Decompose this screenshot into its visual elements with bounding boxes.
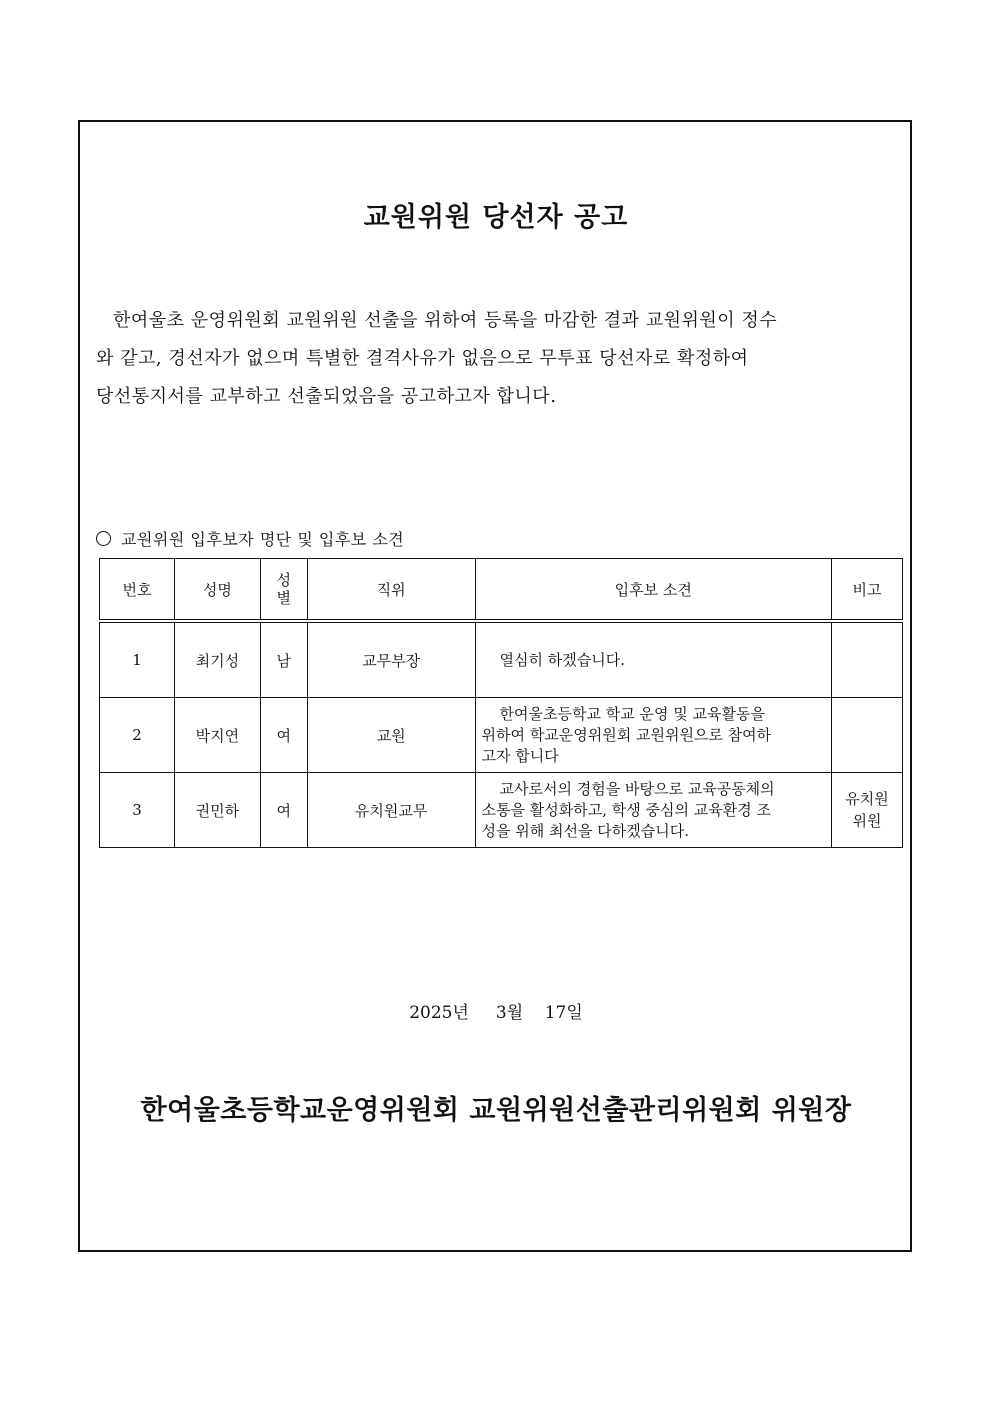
cell-gender: 여: [260, 698, 307, 773]
note-line: 유치원: [845, 790, 889, 808]
header-name: 성명: [174, 559, 260, 622]
cell-number: 3: [100, 773, 175, 848]
header-note: 비고: [832, 559, 903, 622]
cell-note: [832, 773, 903, 848]
section-title: 교원위원 입후보자 명단 및 입후보 소견: [121, 530, 405, 549]
header-opinion: 입후보 소견: [475, 559, 832, 622]
announcement-paragraph: [96, 302, 902, 416]
header-position: 직위: [307, 559, 475, 622]
paragraph-line: 당선통지서를 교부하고 선출되었음을 공고하고자 합니다.: [96, 386, 557, 407]
header-number: 번호: [100, 559, 175, 622]
cell-gender: 여: [260, 773, 307, 848]
circle-bullet-icon: [96, 531, 111, 546]
cell-opinion: [475, 773, 832, 848]
announcement-date: 2025년 3월 17일: [409, 1003, 583, 1023]
cell-note: [832, 698, 903, 773]
cell-opinion: [475, 698, 832, 773]
cell-note: [832, 621, 903, 698]
paragraph-line: 와 같고, 경선자가 없으며 특별한 결격사유가 없음으로 무투표 당선자로 확정하여: [96, 348, 749, 369]
opinion-line: 교사로서의 경험을 바탕으로 교육공동체의: [499, 779, 775, 798]
note-line: 위원: [852, 812, 882, 830]
table-header-row: [100, 559, 903, 622]
cell-name: 권민하: [174, 773, 260, 848]
opinion-line: 고자 합니다: [481, 746, 559, 765]
opinion-line: 소통을 활성화하고, 학생 중심의 교육환경 조: [481, 800, 771, 819]
table-row: [100, 698, 903, 773]
cell-number: 1: [100, 621, 175, 698]
cell-name: 최기성: [174, 621, 260, 698]
section-heading: [96, 527, 404, 550]
cell-position: 교원: [307, 698, 475, 773]
header-gender-line: 성: [276, 571, 292, 589]
document-title: 교원위원 당선자 공고: [363, 202, 629, 233]
opinion-line: 성을 위해 최선을 다하겠습니다.: [481, 821, 689, 840]
cell-position: 교무부장: [307, 621, 475, 698]
candidate-table: [99, 558, 903, 848]
header-gender-line: 별: [276, 589, 292, 607]
signer-title: 한여울초등학교운영위원회 교원위원선출관리위원회 위원장: [140, 1095, 852, 1126]
cell-name: 박지연: [174, 698, 260, 773]
table-row: [100, 773, 903, 848]
opinion-line: 한여울초등학교 학교 운영 및 교육활동을: [499, 704, 765, 723]
cell-position: 유치원교무: [307, 773, 475, 848]
opinion-line: 위하여 학교운영위원회 교원위원으로 참여하: [481, 725, 772, 744]
opinion-line: 열심히 하겠습니다.: [499, 650, 625, 669]
header-gender: [260, 559, 307, 622]
table-row: [100, 621, 903, 698]
cell-gender: 남: [260, 621, 307, 698]
cell-opinion: [475, 621, 832, 698]
cell-number: 2: [100, 698, 175, 773]
paragraph-line: 한여울초 운영위원회 교원위원 선출을 위하여 등록을 마감한 결과 교원위원이 정수: [113, 310, 778, 331]
